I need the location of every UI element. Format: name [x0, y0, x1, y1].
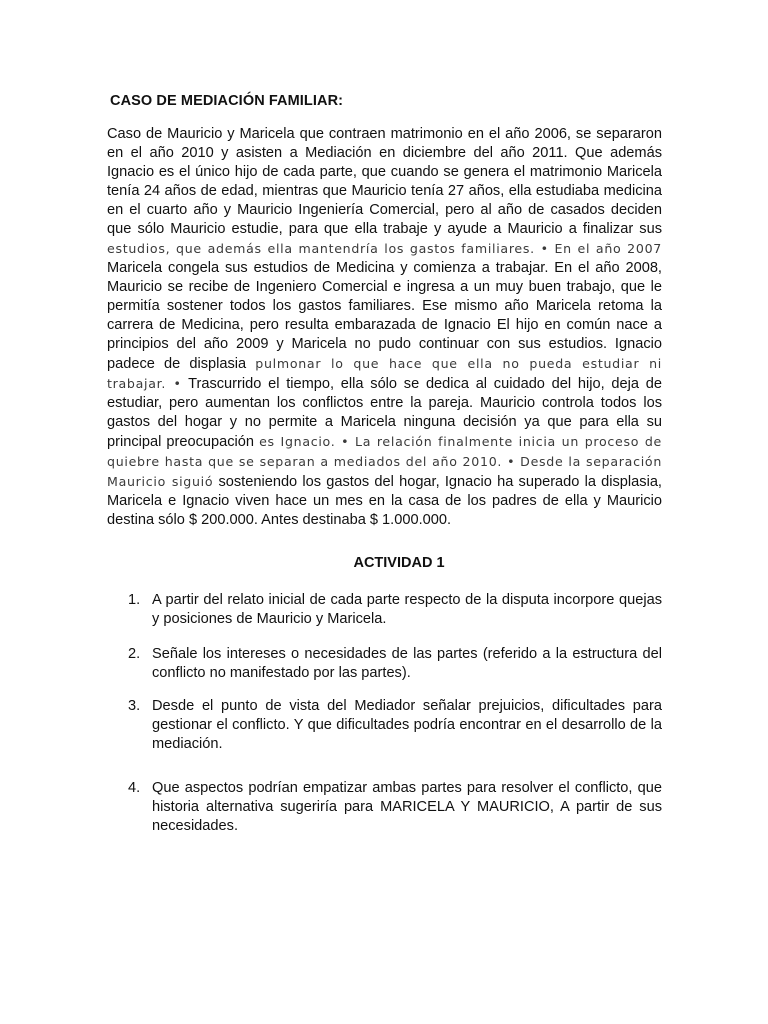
question-number: 2. [128, 646, 141, 662]
question-number: 4. [128, 780, 141, 796]
activity-question-4 [128, 779, 662, 837]
question-text: Señale los intereses o necesidades de las partes (referido a la estructura del conflicto no manifestado por las partes). [152, 646, 662, 682]
case-text-segment: estudios, que además ella mantendría los gastos familiares. • En el año 2007 [107, 241, 662, 256]
activity-question-1 [128, 591, 662, 629]
case-text-segment: es Ignacio. • La relación finalmente inicia un proceso de quiebre hasta que se separan a mediados del año 2010. • Desde la separación Mauricio siguió [107, 434, 663, 489]
case-text-segment: Caso de Mauricio y Maricela que contraen matrimonio en el año 2006, se separaron en el año 2010 y asisten a Mediación en diciembre del año 2011. Que además Ignacio es el único hijo de cada parte, que cuando se genera el matrimonio Maricela tenía 24 años de edad, mientras que Mauricio tenía 27 años, ella estudiaba medicina en el cuarto año y Mauricio Ingeniería Comercial, pero al año de casados deciden que sólo Mauricio estudie, para que ella trabaje y ayude a Mauricio a finalizar sus [107, 126, 662, 237]
case-text-segment: Maricela congela sus estudios de Medicina y comienza a trabajar. En el año 2008, Mauricio se recibe de Ingeniero Comercial e ingresa a un muy buen trabajo, que le permitía sostener todos los gastos familiares. Ese mismo año Maricela retoma la carrera de Medicina, pero resulta embarazada de Ignacio El hijo en común nace a principios del año 2009 y Maricela no pudo continuar con sus estudios. Ignacio padece de displasia [107, 260, 662, 372]
question-text: Desde el punto de vista del Mediador señalar prejuicios, dificultades para gestionar el conflicto. Y que dificultades podría encontrar en el desarrollo de la mediación. [152, 698, 662, 753]
question-text: Que aspectos podrían empatizar ambas partes para resolver el conflicto, que historia alternativa sugeriría para MARICELA Y MAURICIO, A partir de sus necesidades. [152, 780, 662, 835]
activity-heading [0, 555, 768, 571]
question-number: 3. [128, 698, 141, 714]
activity-question-3 [128, 697, 662, 755]
case-text-segment: sosteniendo los gastos del hogar, Ignacio ha superado la displasia, Maricela e Ignacio viven hace un mes en la casa de los padres de ella y Mauricio destina sólo $ 200.000. Antes destinaba $ 1.000.000. [107, 474, 662, 528]
case-text-segment: Trascurrido el tiempo, ella sólo se dedica al cuidado del hijo, deja de estudiar, pero aumentan los conflictos entre la pareja. Mauricio controla todos los gastos del hogar y no permite a Maricela ninguna decisión ya que para ella su principal preocupación [107, 376, 662, 450]
question-text: A partir del relato inicial de cada parte respecto de la disputa incorpore quejas y posiciones de Mauricio y Maricela. [152, 592, 662, 628]
case-paragraph [107, 125, 662, 530]
activity-heading-label: ACTIVIDAD 1 [353, 555, 445, 571]
document-title: CASO DE MEDIACIÓN FAMILIAR: [110, 93, 344, 109]
case-text-segment: pulmonar lo que hace que ella no pueda estudiar ni trabajar. • [107, 356, 663, 391]
question-number: 1. [128, 592, 141, 608]
activity-question-2 [128, 645, 662, 683]
